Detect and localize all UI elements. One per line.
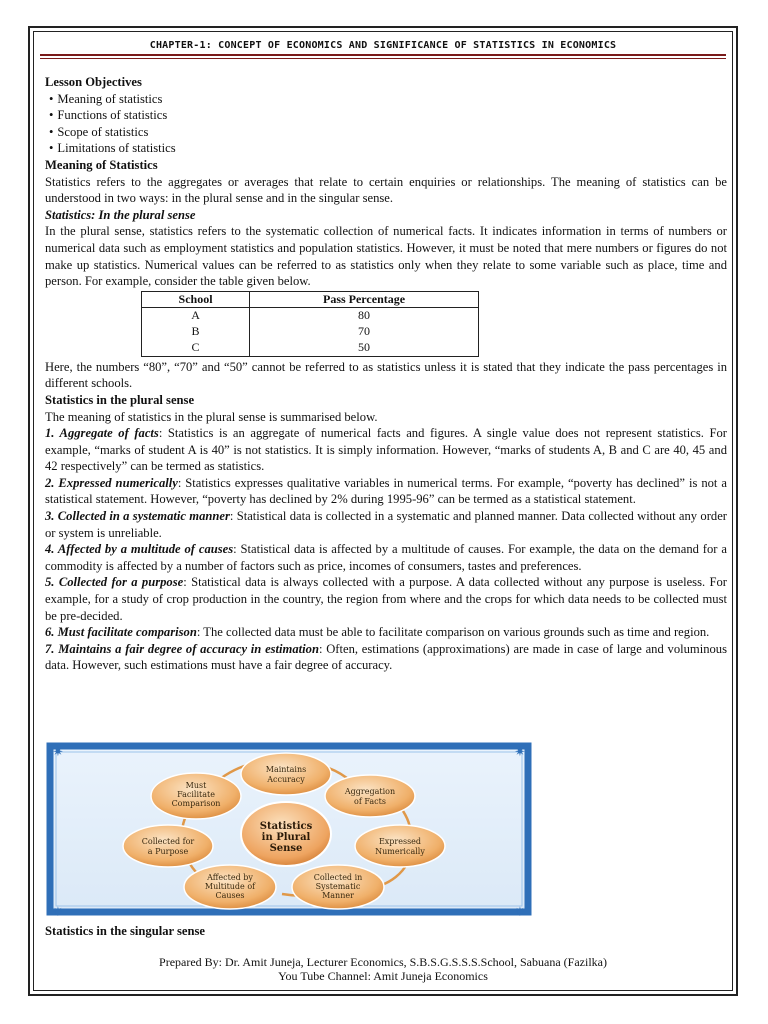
objectives-list bbox=[45, 91, 727, 157]
point-text: : Statistical data is always collected with a purpose. A data collected without any purpose is useless. For example, for a study of crop production in the country, the region from where and the crops for which data needs to be collected must be pre-decided. bbox=[45, 575, 727, 623]
objective-item: • Scope of statistics bbox=[49, 124, 727, 141]
table-cell: 50 bbox=[250, 340, 479, 357]
node-maintains-accuracy bbox=[241, 753, 331, 795]
node-label: Systematic bbox=[315, 882, 361, 891]
point-aggregate bbox=[45, 425, 727, 475]
header-rule-thin bbox=[40, 58, 726, 59]
plural-sense-diagram bbox=[46, 742, 532, 916]
node-label: Facilitate bbox=[177, 790, 215, 799]
node-label: a Purpose bbox=[147, 847, 189, 856]
node-label: Collected for bbox=[141, 837, 195, 846]
table-cell: C bbox=[142, 340, 250, 357]
plural-summary-heading: Statistics in the plural sense bbox=[45, 392, 195, 407]
node-multitude-causes bbox=[184, 865, 276, 909]
table-header-pass: Pass Percentage bbox=[250, 291, 479, 307]
point-title: 7. Maintains a fair degree of accuracy in estimation bbox=[45, 641, 319, 656]
plural-sense-heading: Statistics: In the plural sense bbox=[45, 207, 196, 222]
header-rule bbox=[40, 54, 726, 56]
node-for-purpose bbox=[123, 825, 213, 867]
point-systematic bbox=[45, 508, 727, 541]
plural-sense-text: In the plural sense, statistics refers to the systematic collection of numerical facts. It indicates information in terms of numbers or numerical data such as employment statistics and population statistics. However, it must be noted that mere numbers or figures do not make up statistics. Numerical values can be referred to as statistics only when they relate to some variable such as place, time and person. For example, consider the table given below. bbox=[45, 224, 727, 289]
point-text: : Often, estimations (approximations) are made in case of large and voluminous data. However, such estimations must have a fair degree of accuracy. bbox=[45, 641, 727, 673]
table-cell: 70 bbox=[250, 324, 479, 340]
point-text: : Statistical data is collected in a systematic and planned manner. Data collected without any order or system is unreliable. bbox=[45, 509, 727, 540]
chapter-title: CHAPTER-1: CONCEPT OF ECONOMICS AND SIGNIFICANCE OF STATISTICS IN ECONOMICS bbox=[149, 40, 617, 51]
plural-summary-intro: The meaning of statistics in the plural sense is summarised below. bbox=[45, 409, 378, 424]
document-body bbox=[45, 74, 727, 674]
table-cell: A bbox=[142, 307, 250, 324]
node-label: Affected by bbox=[207, 873, 253, 882]
point-purpose bbox=[45, 574, 727, 624]
node-facilitate-comparison bbox=[151, 773, 241, 819]
point-title: 6. Must facilitate comparison bbox=[45, 625, 197, 640]
pass-percentage-table bbox=[141, 291, 479, 357]
meaning-heading: Meaning of Statistics bbox=[45, 157, 158, 172]
table-row bbox=[142, 340, 479, 357]
node-label: Multitude of bbox=[204, 882, 256, 891]
point-text: : Statistics expresses qualitative variables in numerical terms. For example, “poverty has declined” is not a statistical statement. However, “poverty has declined by 2% during 1995-96” can be termed as a statistical statement. bbox=[45, 475, 727, 507]
point-title: 4. Affected by a multitude of causes bbox=[45, 542, 234, 557]
point-title: 2. Expressed numerically bbox=[45, 475, 178, 490]
node-label: Collected in bbox=[313, 873, 363, 882]
node-label: Causes bbox=[215, 891, 245, 900]
point-text: : Statistics is an aggregate of numerical facts and figures. A single value does not represent statistics. For example, “marks of student A is 40” is not statistics. It is simply information. However, “marks of students A, B and C are 40, 45 and 42 respectively” can be termed as statistics. bbox=[45, 426, 728, 474]
meaning-text: Statistics refers to the aggregates or averages that relate to certain enquiries or relationships. The meaning of statistics can be understood in two ways: in the plural sense and in the singular sense. bbox=[45, 174, 727, 206]
after-table-text: Here, the numbers “80”, “70” and “50” cannot be referred to as statistics unless it is stated that they indicate the pass percentages in different schools. bbox=[45, 359, 727, 391]
node-label: Manner bbox=[322, 891, 354, 900]
node-label: Comparison bbox=[171, 799, 221, 808]
star-icon: ✷ bbox=[514, 744, 526, 759]
star-icon: ✷ bbox=[514, 904, 526, 916]
point-numerical bbox=[45, 475, 727, 508]
table-row bbox=[142, 307, 479, 324]
node-label: Aggregation bbox=[344, 787, 396, 796]
node-label: Must bbox=[185, 781, 207, 790]
node-label: Accuracy bbox=[267, 775, 305, 784]
diagram-center bbox=[241, 802, 331, 866]
center-line: Sense bbox=[269, 843, 303, 854]
point-title: 3. Collected in a systematic manner bbox=[45, 509, 230, 524]
node-label: Maintains bbox=[265, 765, 307, 774]
node-label: of Facts bbox=[354, 797, 386, 806]
objective-item: • Meaning of statistics bbox=[49, 91, 727, 108]
node-aggregation bbox=[325, 775, 415, 817]
center-line: Statistics bbox=[259, 821, 313, 832]
singular-sense-heading: Statistics in the singular sense bbox=[45, 924, 206, 938]
point-title: 1. Aggregate of facts bbox=[45, 426, 159, 441]
node-label: Numerically bbox=[375, 847, 425, 856]
table-cell: 80 bbox=[250, 307, 479, 324]
node-label: Expressed bbox=[378, 837, 422, 846]
point-title: 5. Collected for a purpose bbox=[45, 575, 184, 590]
page-footer bbox=[38, 955, 728, 983]
point-causes bbox=[45, 541, 727, 574]
star-icon: ✷ bbox=[52, 744, 64, 759]
point-text: : The collected data must be able to facilitate comparison on various grounds such as time and region. bbox=[196, 625, 710, 640]
star-icon: ✷ bbox=[52, 904, 64, 916]
footer-author: Prepared By: Dr. Amit Juneja, Lecturer Economics, S.B.S.G.S.S.S.School, Sabuana (Fazilka) bbox=[159, 955, 607, 969]
table-row bbox=[142, 324, 479, 340]
point-comparison bbox=[45, 624, 727, 641]
point-text: : Statistical data is affected by a multitude of causes. For example, the data on the demand for a commodity is affected by a number of factors such as price, incomes of consumers, tastes and preferences. bbox=[45, 542, 727, 573]
table-cell: B bbox=[142, 324, 250, 340]
objective-item: • Limitations of statistics bbox=[49, 140, 727, 157]
objective-item: • Functions of statistics bbox=[49, 107, 727, 124]
node-systematic-manner bbox=[292, 865, 384, 909]
table-header-row bbox=[142, 291, 479, 307]
table-header-school: School bbox=[142, 291, 250, 307]
point-accuracy bbox=[45, 641, 727, 674]
footer-channel: You Tube Channel: Amit Juneja Economics bbox=[278, 969, 488, 983]
node-expressed-numerically bbox=[355, 825, 445, 867]
center-line: in Plural bbox=[261, 832, 311, 843]
objectives-heading: Lesson Objectives bbox=[45, 75, 142, 89]
